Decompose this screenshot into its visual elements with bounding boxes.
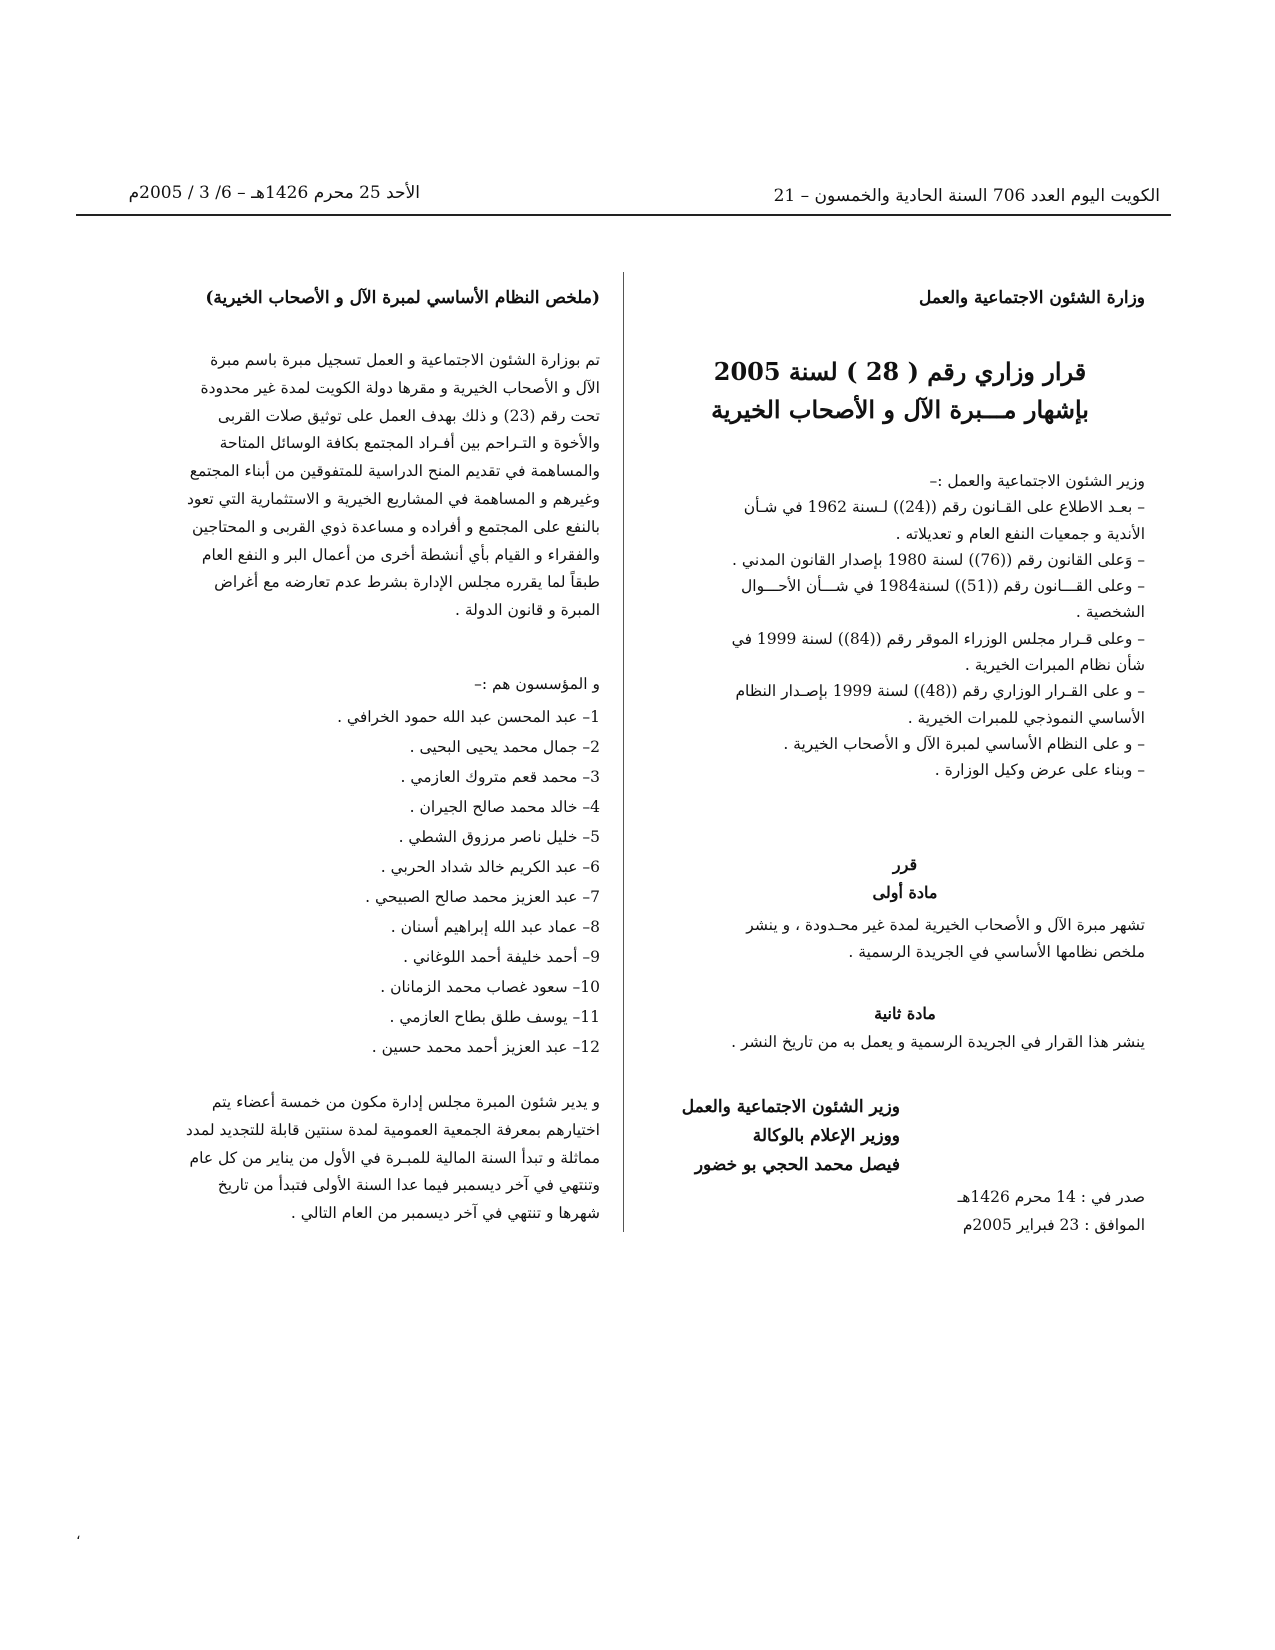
list-item: 9– أحمد خليفة أحمد اللوغاني .	[403, 948, 600, 966]
issue-date-line: صدر في : 14 محرم 1426هـ	[957, 1188, 1145, 1206]
board-line: شهرها و تنتهي في آخر ديسمبر من العام التالي .	[290, 1204, 600, 1223]
header-date: الأحد 25 محرم 1426هـ – 6/ 3 / 2005م	[128, 183, 420, 203]
summary-title: (ملخص النظام الأساسي لمبرة الآل و الأصحاب الخيرية)	[205, 288, 600, 308]
preamble-line: شأن نظام المبرات الخيرية .	[964, 656, 1145, 675]
signature-block	[650, 1093, 900, 1180]
preamble-line: – وعلى القـــانون رقم ((51)) لسنة1984 في شـــأن الأحـــوال	[741, 577, 1145, 596]
preamble-line: – و على القـرار الوزاري رقم ((48)) لسنة 1999 بإصـدار النظام	[735, 682, 1145, 701]
decree-title-line: بإشهار مـــبرة الآل و الأصحاب الخيرية	[711, 395, 1089, 424]
article-1-title: مادة أولى	[872, 883, 938, 902]
summary-line: وغيرهم و المساهمة في المشاريع الخيرية و الاستثمارية التي تعود	[186, 489, 600, 508]
issue-date-line: الموافق : 23 فبراير 2005م	[962, 1216, 1145, 1234]
article-2-title: مادة ثانية	[874, 1004, 936, 1023]
preamble-line: – بعـد الاطلاع على القـانون رقم ((24)) لـسنة 1962 في شـأن	[743, 498, 1145, 517]
signature-line: وزير الشئون الاجتماعية والعمل	[681, 1097, 900, 1117]
decided-heading: قرر	[892, 855, 918, 874]
list-item: 8– عماد عبد الله إبراهيم أسنان .	[390, 918, 600, 936]
summary-line: الآل و الأصحاب الخيرية و مقرها دولة الكويت لمدة غير محدودة	[200, 378, 600, 397]
list-item: 11– يوسف طلق بطاح العازمي .	[389, 1008, 600, 1026]
signature-line: ووزير الإعلام بالوكالة	[752, 1126, 900, 1146]
founders-label: و المؤسسون هم :–	[474, 675, 600, 693]
list-item: 6– عبد الكريم خالد شداد الحربي .	[380, 858, 600, 876]
list-item: 1– عبد المحسن عبد الله حمود الخرافي .	[337, 708, 600, 726]
preamble-line: الأندية و جمعيات النفع العام و تعديلاته .	[895, 524, 1145, 543]
article-1-line: تشهر مبرة الآل و الأصحاب الخيرية لمدة غير محـدودة ، و ينشر	[746, 916, 1145, 934]
issue-date-block	[650, 1183, 1145, 1239]
preamble	[650, 468, 1145, 784]
summary-body	[95, 347, 600, 625]
decree-title-line: قرار وزاري رقم ( 28 ) لسنة 2005	[713, 357, 1087, 386]
preamble-line: – وَعلى القانون رقم ((76)) لسنة 1980 بإصدار القانون المدني .	[732, 550, 1145, 569]
board-line: وتنتهي في آخر ديسمبر فيما عدا السنة الأولى فتبدأ من تاريخ	[217, 1176, 600, 1195]
signature-line: فيصل محمد الحجي بو خضور	[694, 1155, 900, 1175]
list-item: 4– خالد محمد صالح الجيران .	[409, 798, 600, 816]
board-paragraph	[95, 1089, 600, 1228]
article-1-text	[650, 912, 1145, 966]
article-1-line: ملخص نظامها الأساسي في الجريدة الرسمية .	[848, 943, 1145, 961]
summary-line: والأخوة و التـراحم بين أفـراد المجتمع بكافة الوسائل المتاحة	[219, 434, 600, 453]
preamble-line: الشخصية .	[1075, 603, 1145, 622]
list-item: 12– عبد العزيز أحمد محمد حسين .	[371, 1038, 600, 1056]
board-line: و يدير شئون المبرة مجلس إدارة مكون من خمسة أعضاء يتم	[211, 1093, 600, 1111]
board-line: اختيارهم بمعرفة الجمعية العمومية لمدة سنتين قابلة للتجديد لمدد	[185, 1120, 600, 1139]
corner-mark: ،	[76, 1527, 81, 1543]
preamble-line: وزير الشئون الاجتماعية والعمل :–	[929, 472, 1145, 490]
founders-list	[95, 702, 600, 1062]
summary-line: والمساهمة في تقديم المنح الدراسية للمتفوقين من أبناء المجتمع	[189, 462, 600, 481]
list-item: 10– سعود غصاب محمد الزمانان .	[380, 978, 600, 996]
summary-line: والفقراء و القيام بأي أنشطة أخرى من أعمال البر و النفع العام	[201, 545, 600, 564]
column-divider	[623, 272, 624, 1232]
summary-line: المبرة و قانون الدولة .	[455, 601, 600, 620]
article-2-text: ينشر هذا القرار في الجريدة الرسمية و يعمل به من تاريخ النشر .	[731, 1033, 1145, 1051]
summary-line: بالنفع على المجتمع و أفراده و مساعدة ذوي القربى و المحتاجين	[191, 517, 600, 536]
board-line: مماثلة و تبدأ السنة المالية للمبـرة في الأول من يناير من كل عام	[189, 1148, 600, 1167]
preamble-line: – وبناء على عرض وكيل الوزارة .	[934, 761, 1145, 780]
list-item: 2– جمال محمد يحيى البحيى .	[409, 738, 600, 756]
header-issue: الكويت اليوم العدد 706 السنة الحادية والخمسون – 21	[773, 186, 1160, 206]
list-item: 5– خليل ناصر مرزوق الشطي .	[398, 828, 600, 846]
preamble-line: – وعلى قـرار مجلس الوزراء الموقر رقم ((84)) لسنة 1999 في	[731, 629, 1145, 648]
summary-line: طبقاً لما يقرره مجلس الإدارة بشرط عدم تعارضه مع أغراض	[214, 573, 600, 592]
preamble-line: الأساسي النموذجي للمبرات الخيرية .	[907, 708, 1145, 727]
list-item: 7– عبد العزيز محمد صالح الصبيحي .	[365, 888, 600, 906]
preamble-line: – و على النظام الأساسي لمبرة الآل و الأصحاب الخيرية .	[783, 734, 1145, 753]
ministry-name: وزارة الشئون الاجتماعية والعمل	[919, 288, 1145, 308]
list-item: 3– محمد قعم متروك العازمي .	[400, 768, 600, 786]
header-rule	[76, 214, 1171, 216]
decree-title	[665, 353, 1135, 429]
summary-line: تحت رقم (23) و ذلك بهدف العمل على توثيق صلات القربى	[217, 406, 600, 425]
summary-line: تم بوزارة الشئون الاجتماعية و العمل تسجيل مبرة باسم مبرة	[210, 351, 600, 369]
